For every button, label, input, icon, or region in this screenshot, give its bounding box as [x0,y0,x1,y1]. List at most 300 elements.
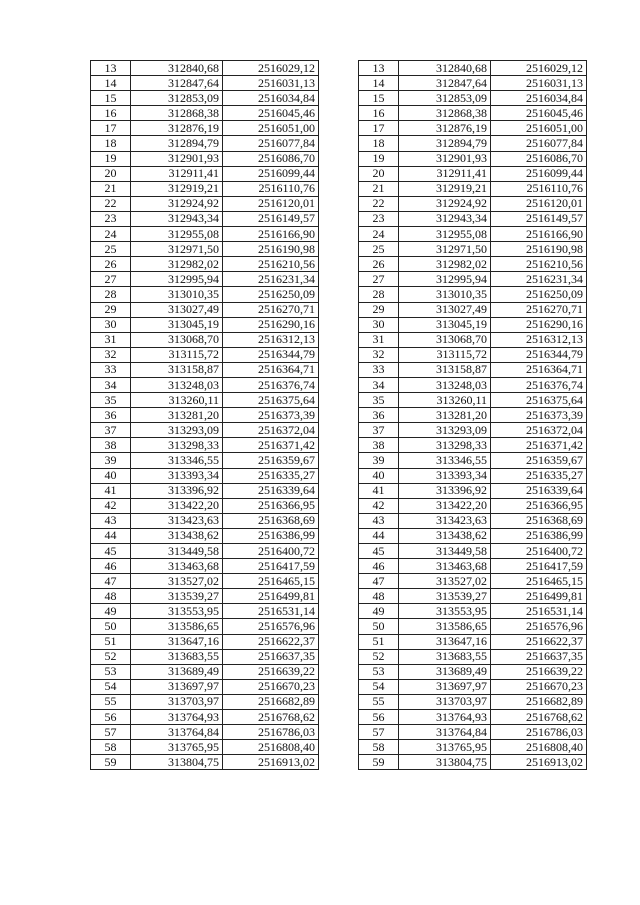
point-number-cell: 43 [91,513,131,528]
point-number-cell: 51 [91,634,131,649]
x-coordinate-cell: 312853,09 [131,91,223,106]
y-coordinate-cell: 2516077,84 [491,136,587,151]
y-coordinate-cell: 2516637,35 [491,649,587,664]
table-row [91,544,319,559]
table-row [91,634,319,649]
y-coordinate-cell: 2516359,67 [223,453,319,468]
table-row [359,227,587,242]
y-coordinate-cell: 2516371,42 [223,438,319,453]
point-number-cell: 50 [359,619,399,634]
y-coordinate-cell: 2516368,69 [223,513,319,528]
point-number-cell: 58 [91,740,131,755]
x-coordinate-cell: 312955,08 [131,227,223,242]
x-coordinate-cell: 313396,92 [131,483,223,498]
point-number-cell: 16 [359,106,399,121]
table-row [359,257,587,272]
table-row [359,242,587,257]
x-coordinate-cell: 313586,65 [399,619,491,634]
x-coordinate-cell: 313027,49 [131,302,223,317]
point-number-cell: 24 [359,227,399,242]
y-coordinate-cell: 2516250,09 [491,287,587,302]
x-coordinate-cell: 312876,19 [131,121,223,136]
point-number-cell: 55 [359,694,399,709]
y-coordinate-cell: 2516364,71 [223,362,319,377]
point-number-cell: 58 [359,740,399,755]
table-row [91,302,319,317]
point-number-cell: 34 [91,377,131,392]
x-coordinate-cell: 313422,20 [131,498,223,513]
y-coordinate-cell: 2516031,13 [223,76,319,91]
point-number-cell: 53 [91,664,131,679]
x-coordinate-cell: 312840,68 [399,61,491,76]
y-coordinate-cell: 2516250,09 [223,287,319,302]
point-number-cell: 22 [91,196,131,211]
table-row [91,317,319,332]
point-number-cell: 37 [359,423,399,438]
table-row [359,755,587,770]
point-number-cell: 14 [359,76,399,91]
point-number-cell: 21 [91,181,131,196]
point-number-cell: 27 [91,272,131,287]
x-coordinate-cell: 312919,21 [131,181,223,196]
y-coordinate-cell: 2516465,15 [223,574,319,589]
table-row [91,679,319,694]
y-coordinate-cell: 2516120,01 [223,196,319,211]
table-row [91,664,319,679]
coordinate-table-left [90,60,319,770]
y-coordinate-cell: 2516110,76 [491,181,587,196]
point-number-cell: 43 [359,513,399,528]
x-coordinate-cell: 313539,27 [399,589,491,604]
table-row [359,528,587,543]
x-coordinate-cell: 313281,20 [399,408,491,423]
point-number-cell: 39 [91,453,131,468]
table-row [359,453,587,468]
table-row [359,287,587,302]
y-coordinate-cell: 2516339,64 [491,483,587,498]
table-row [91,559,319,574]
x-coordinate-cell: 313293,09 [131,423,223,438]
x-coordinate-cell: 313804,75 [399,755,491,770]
x-coordinate-cell: 312847,64 [131,76,223,91]
x-coordinate-cell: 313764,93 [399,710,491,725]
y-coordinate-cell: 2516120,01 [491,196,587,211]
y-coordinate-cell: 2516190,98 [223,242,319,257]
point-number-cell: 14 [91,76,131,91]
point-number-cell: 33 [359,362,399,377]
y-coordinate-cell: 2516913,02 [491,755,587,770]
y-coordinate-cell: 2516576,96 [491,619,587,634]
point-number-cell: 30 [91,317,131,332]
x-coordinate-cell: 312868,38 [131,106,223,121]
x-coordinate-cell: 313423,63 [131,513,223,528]
point-number-cell: 45 [91,544,131,559]
table-row [359,604,587,619]
table-row [91,649,319,664]
x-coordinate-cell: 313248,03 [399,377,491,392]
table-row [91,61,319,76]
y-coordinate-cell: 2516210,56 [223,257,319,272]
table-row [91,377,319,392]
y-coordinate-cell: 2516366,95 [223,498,319,513]
x-coordinate-cell: 312995,94 [131,272,223,287]
x-coordinate-cell: 312943,34 [131,211,223,226]
table-row [359,574,587,589]
x-coordinate-cell: 313449,58 [399,544,491,559]
table-row [91,151,319,166]
point-number-cell: 36 [91,408,131,423]
table-row [91,438,319,453]
y-coordinate-cell: 2516768,62 [223,710,319,725]
coordinate-table-right [358,60,587,770]
y-coordinate-cell: 2516110,76 [223,181,319,196]
y-coordinate-cell: 2516099,44 [223,166,319,181]
table-row [91,166,319,181]
x-coordinate-cell: 312924,92 [131,196,223,211]
point-number-cell: 59 [359,755,399,770]
table-row [91,196,319,211]
x-coordinate-cell: 313647,16 [131,634,223,649]
x-coordinate-cell: 313158,87 [399,362,491,377]
table-row [359,196,587,211]
table-row [91,740,319,755]
table-row [359,332,587,347]
point-number-cell: 25 [359,242,399,257]
table-row [359,211,587,226]
x-coordinate-cell: 313068,70 [399,332,491,347]
point-number-cell: 20 [91,166,131,181]
y-coordinate-cell: 2516465,15 [491,574,587,589]
table-row [359,438,587,453]
x-coordinate-cell: 313298,33 [131,438,223,453]
table-row [359,664,587,679]
point-number-cell: 27 [359,272,399,287]
table-row [359,317,587,332]
x-coordinate-cell: 313449,58 [131,544,223,559]
y-coordinate-cell: 2516270,71 [223,302,319,317]
x-coordinate-cell: 313463,68 [399,559,491,574]
x-coordinate-cell: 312840,68 [131,61,223,76]
x-coordinate-cell: 313045,19 [399,317,491,332]
table-row [359,91,587,106]
y-coordinate-cell: 2516344,79 [491,347,587,362]
y-coordinate-cell: 2516045,46 [223,106,319,121]
y-coordinate-cell: 2516622,37 [223,634,319,649]
point-number-cell: 24 [91,227,131,242]
y-coordinate-cell: 2516372,04 [223,423,319,438]
point-number-cell: 32 [359,347,399,362]
y-coordinate-cell: 2516029,12 [491,61,587,76]
x-coordinate-cell: 312982,02 [131,257,223,272]
y-coordinate-cell: 2516375,64 [491,393,587,408]
table-row [359,423,587,438]
point-number-cell: 52 [91,649,131,664]
y-coordinate-cell: 2516034,84 [223,91,319,106]
y-coordinate-cell: 2516786,03 [491,725,587,740]
table-row [359,649,587,664]
x-coordinate-cell: 313158,87 [131,362,223,377]
x-coordinate-cell: 313393,34 [399,468,491,483]
point-number-cell: 40 [359,468,399,483]
table-row [91,121,319,136]
x-coordinate-cell: 312901,93 [131,151,223,166]
point-number-cell: 28 [359,287,399,302]
y-coordinate-cell: 2516231,34 [491,272,587,287]
table-row [91,272,319,287]
point-number-cell: 29 [359,302,399,317]
y-coordinate-cell: 2516149,57 [223,211,319,226]
point-number-cell: 39 [359,453,399,468]
y-coordinate-cell: 2516344,79 [223,347,319,362]
y-coordinate-cell: 2516371,42 [491,438,587,453]
point-number-cell: 31 [91,332,131,347]
y-coordinate-cell: 2516499,81 [491,589,587,604]
x-coordinate-cell: 312894,79 [131,136,223,151]
x-coordinate-cell: 312971,50 [131,242,223,257]
y-coordinate-cell: 2516051,00 [491,121,587,136]
point-number-cell: 37 [91,423,131,438]
point-number-cell: 38 [359,438,399,453]
x-coordinate-cell: 313010,35 [399,287,491,302]
table-row [359,710,587,725]
table-row [91,76,319,91]
table-row [359,559,587,574]
x-coordinate-cell: 312924,92 [399,196,491,211]
y-coordinate-cell: 2516077,84 [223,136,319,151]
y-coordinate-cell: 2516166,90 [491,227,587,242]
x-coordinate-cell: 312943,34 [399,211,491,226]
x-coordinate-cell: 313527,02 [399,574,491,589]
table-row [359,181,587,196]
point-number-cell: 16 [91,106,131,121]
table-row [359,61,587,76]
y-coordinate-cell: 2516386,99 [491,528,587,543]
coordinate-table-body [91,61,319,770]
table-row [91,332,319,347]
y-coordinate-cell: 2516045,46 [491,106,587,121]
x-coordinate-cell: 313293,09 [399,423,491,438]
point-number-cell: 13 [359,61,399,76]
x-coordinate-cell: 313298,33 [399,438,491,453]
y-coordinate-cell: 2516576,96 [223,619,319,634]
y-coordinate-cell: 2516768,62 [491,710,587,725]
y-coordinate-cell: 2516359,67 [491,453,587,468]
x-coordinate-cell: 312955,08 [399,227,491,242]
point-number-cell: 20 [359,166,399,181]
point-number-cell: 21 [359,181,399,196]
x-coordinate-cell: 313422,20 [399,498,491,513]
y-coordinate-cell: 2516531,14 [223,604,319,619]
point-number-cell: 40 [91,468,131,483]
table-row [359,166,587,181]
point-number-cell: 48 [359,589,399,604]
point-number-cell: 47 [91,574,131,589]
x-coordinate-cell: 312847,64 [399,76,491,91]
x-coordinate-cell: 313764,93 [131,710,223,725]
table-row [359,679,587,694]
table-row [91,619,319,634]
x-coordinate-cell: 313423,63 [399,513,491,528]
x-coordinate-cell: 313683,55 [131,649,223,664]
point-number-cell: 18 [359,136,399,151]
table-row [359,408,587,423]
y-coordinate-cell: 2516386,99 [223,528,319,543]
y-coordinate-cell: 2516376,74 [491,377,587,392]
y-coordinate-cell: 2516031,13 [491,76,587,91]
x-coordinate-cell: 313527,02 [131,574,223,589]
x-coordinate-cell: 312894,79 [399,136,491,151]
point-number-cell: 54 [359,679,399,694]
y-coordinate-cell: 2516639,22 [491,664,587,679]
x-coordinate-cell: 313697,97 [131,679,223,694]
table-row [91,257,319,272]
y-coordinate-cell: 2516149,57 [491,211,587,226]
point-number-cell: 19 [359,151,399,166]
x-coordinate-cell: 313553,95 [399,604,491,619]
y-coordinate-cell: 2516682,89 [491,694,587,709]
x-coordinate-cell: 312853,09 [399,91,491,106]
x-coordinate-cell: 313393,34 [131,468,223,483]
y-coordinate-cell: 2516312,13 [223,332,319,347]
table-row [359,694,587,709]
x-coordinate-cell: 313703,97 [399,694,491,709]
y-coordinate-cell: 2516086,70 [491,151,587,166]
x-coordinate-cell: 313346,55 [399,453,491,468]
table-row [91,483,319,498]
x-coordinate-cell: 313010,35 [131,287,223,302]
table-row [91,574,319,589]
point-number-cell: 44 [359,528,399,543]
table-row [91,725,319,740]
y-coordinate-cell: 2516166,90 [223,227,319,242]
x-coordinate-cell: 313765,95 [131,740,223,755]
y-coordinate-cell: 2516339,64 [223,483,319,498]
y-coordinate-cell: 2516290,16 [491,317,587,332]
point-number-cell: 51 [359,634,399,649]
x-coordinate-cell: 312876,19 [399,121,491,136]
table-row [91,362,319,377]
table-row [359,302,587,317]
table-row [359,544,587,559]
table-row [91,453,319,468]
table-row [91,468,319,483]
point-number-cell: 33 [91,362,131,377]
point-number-cell: 38 [91,438,131,453]
y-coordinate-cell: 2516373,39 [223,408,319,423]
point-number-cell: 56 [91,710,131,725]
y-coordinate-cell: 2516372,04 [491,423,587,438]
point-number-cell: 30 [359,317,399,332]
point-number-cell: 25 [91,242,131,257]
x-coordinate-cell: 313553,95 [131,604,223,619]
x-coordinate-cell: 313683,55 [399,649,491,664]
y-coordinate-cell: 2516499,81 [223,589,319,604]
point-number-cell: 17 [359,121,399,136]
table-row [359,498,587,513]
point-number-cell: 23 [91,211,131,226]
x-coordinate-cell: 313260,11 [399,393,491,408]
table-row [91,91,319,106]
point-number-cell: 23 [359,211,399,226]
x-coordinate-cell: 313438,62 [131,528,223,543]
x-coordinate-cell: 312982,02 [399,257,491,272]
point-number-cell: 35 [359,393,399,408]
point-number-cell: 34 [359,377,399,392]
y-coordinate-cell: 2516637,35 [223,649,319,664]
y-coordinate-cell: 2516682,89 [223,694,319,709]
x-coordinate-cell: 313027,49 [399,302,491,317]
y-coordinate-cell: 2516531,14 [491,604,587,619]
y-coordinate-cell: 2516375,64 [223,393,319,408]
x-coordinate-cell: 312901,93 [399,151,491,166]
point-number-cell: 42 [359,498,399,513]
y-coordinate-cell: 2516366,95 [491,498,587,513]
x-coordinate-cell: 313260,11 [131,393,223,408]
y-coordinate-cell: 2516400,72 [223,544,319,559]
y-coordinate-cell: 2516670,23 [223,679,319,694]
point-number-cell: 32 [91,347,131,362]
table-row [359,347,587,362]
y-coordinate-cell: 2516786,03 [223,725,319,740]
table-row [91,755,319,770]
table-row [91,242,319,257]
table-row [91,694,319,709]
y-coordinate-cell: 2516417,59 [491,559,587,574]
x-coordinate-cell: 313647,16 [399,634,491,649]
point-number-cell: 49 [359,604,399,619]
x-coordinate-cell: 312911,41 [399,166,491,181]
table-row [359,468,587,483]
table-row [91,106,319,121]
point-number-cell: 55 [91,694,131,709]
y-coordinate-cell: 2516051,00 [223,121,319,136]
x-coordinate-cell: 313539,27 [131,589,223,604]
table-row [359,483,587,498]
point-number-cell: 42 [91,498,131,513]
table-row [91,408,319,423]
point-number-cell: 15 [91,91,131,106]
x-coordinate-cell: 312995,94 [399,272,491,287]
x-coordinate-cell: 313804,75 [131,755,223,770]
point-number-cell: 52 [359,649,399,664]
table-row [91,136,319,151]
x-coordinate-cell: 313115,72 [399,347,491,362]
y-coordinate-cell: 2516312,13 [491,332,587,347]
point-number-cell: 15 [359,91,399,106]
table-row [91,393,319,408]
x-coordinate-cell: 313068,70 [131,332,223,347]
y-coordinate-cell: 2516364,71 [491,362,587,377]
point-number-cell: 46 [359,559,399,574]
y-coordinate-cell: 2516210,56 [491,257,587,272]
y-coordinate-cell: 2516034,84 [491,91,587,106]
x-coordinate-cell: 313689,49 [131,664,223,679]
point-number-cell: 48 [91,589,131,604]
table-row [359,377,587,392]
table-row [91,181,319,196]
point-number-cell: 53 [359,664,399,679]
point-number-cell: 45 [359,544,399,559]
table-row [91,513,319,528]
x-coordinate-cell: 313697,97 [399,679,491,694]
y-coordinate-cell: 2516639,22 [223,664,319,679]
point-number-cell: 57 [91,725,131,740]
point-number-cell: 31 [359,332,399,347]
table-row [359,106,587,121]
point-number-cell: 36 [359,408,399,423]
table-row [359,634,587,649]
x-coordinate-cell: 312868,38 [399,106,491,121]
